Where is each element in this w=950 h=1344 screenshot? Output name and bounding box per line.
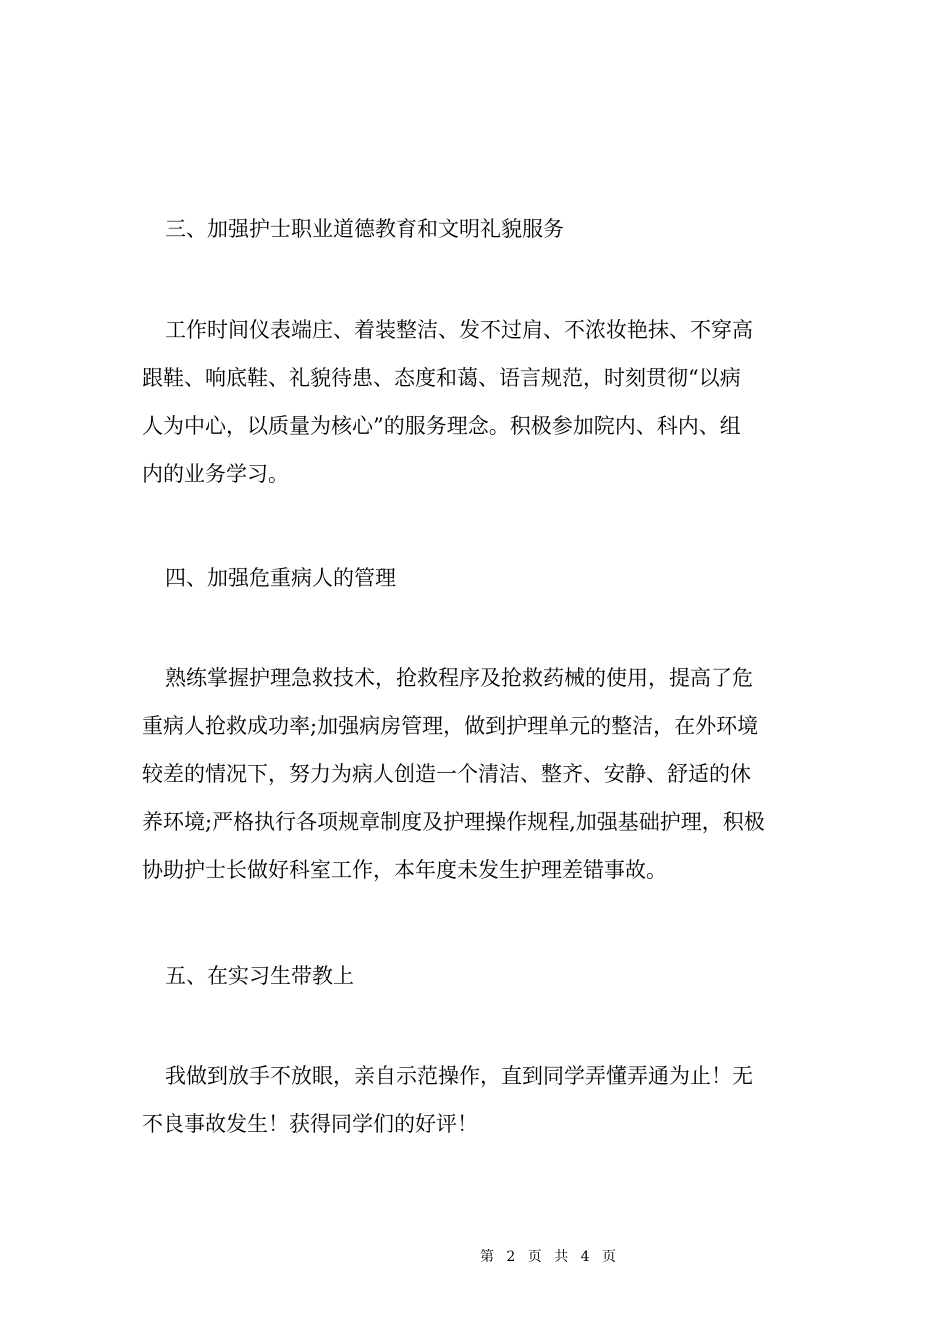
paragraph-line: 人为中心，以质量为核心”的服务理念。积极参加院内、科内、组 <box>142 414 741 438</box>
paragraph-line: 熟练掌握护理急救技术，抢救程序及抢救药械的使用，提高了危 <box>165 666 753 690</box>
paragraph-critical-care <box>142 654 812 894</box>
paragraph-intern-teaching <box>142 1052 812 1148</box>
paragraph-ethics <box>142 306 812 498</box>
paragraph-line: 协助护士长做好科室工作，本年度未发生护理差错事故。 <box>142 858 667 882</box>
paragraph-line: 重病人抢救成功率;加强病房管理，做到护理单元的整洁，在外环境 <box>142 714 759 738</box>
page-number-footer: 第 2 页 共 4 页 <box>479 1249 621 1265</box>
paragraph-line: 不良事故发生！获得同学们的好评！ <box>142 1112 478 1136</box>
section-heading-intern-teaching: 五、在实习生带教上 <box>165 964 354 988</box>
paragraph-line: 内的业务学习。 <box>142 462 289 486</box>
section-heading-critical-care: 四、加强危重病人的管理 <box>165 566 396 590</box>
paragraph-line: 我做到放手不放眼，亲自示范操作，直到同学弄懂弄通为止！无 <box>165 1064 753 1088</box>
paragraph-line: 跟鞋、响底鞋、礼貌待患、态度和蔼、语言规范，时刻贯彻“以病 <box>142 366 741 390</box>
paragraph-line: 工作时间仪表端庄、着装整洁、发不过肩、不浓妆艳抹、不穿高 <box>165 318 753 342</box>
paragraph-line: 养环境;严格执行各项规章制度及护理操作规程,加强基础护理，积极 <box>142 810 765 834</box>
section-heading-ethics: 三、加强护士职业道德教育和文明礼貌服务 <box>165 217 564 241</box>
paragraph-line: 较差的情况下，努力为病人创造一个清洁、整齐、安静、舒适的休 <box>142 762 751 786</box>
